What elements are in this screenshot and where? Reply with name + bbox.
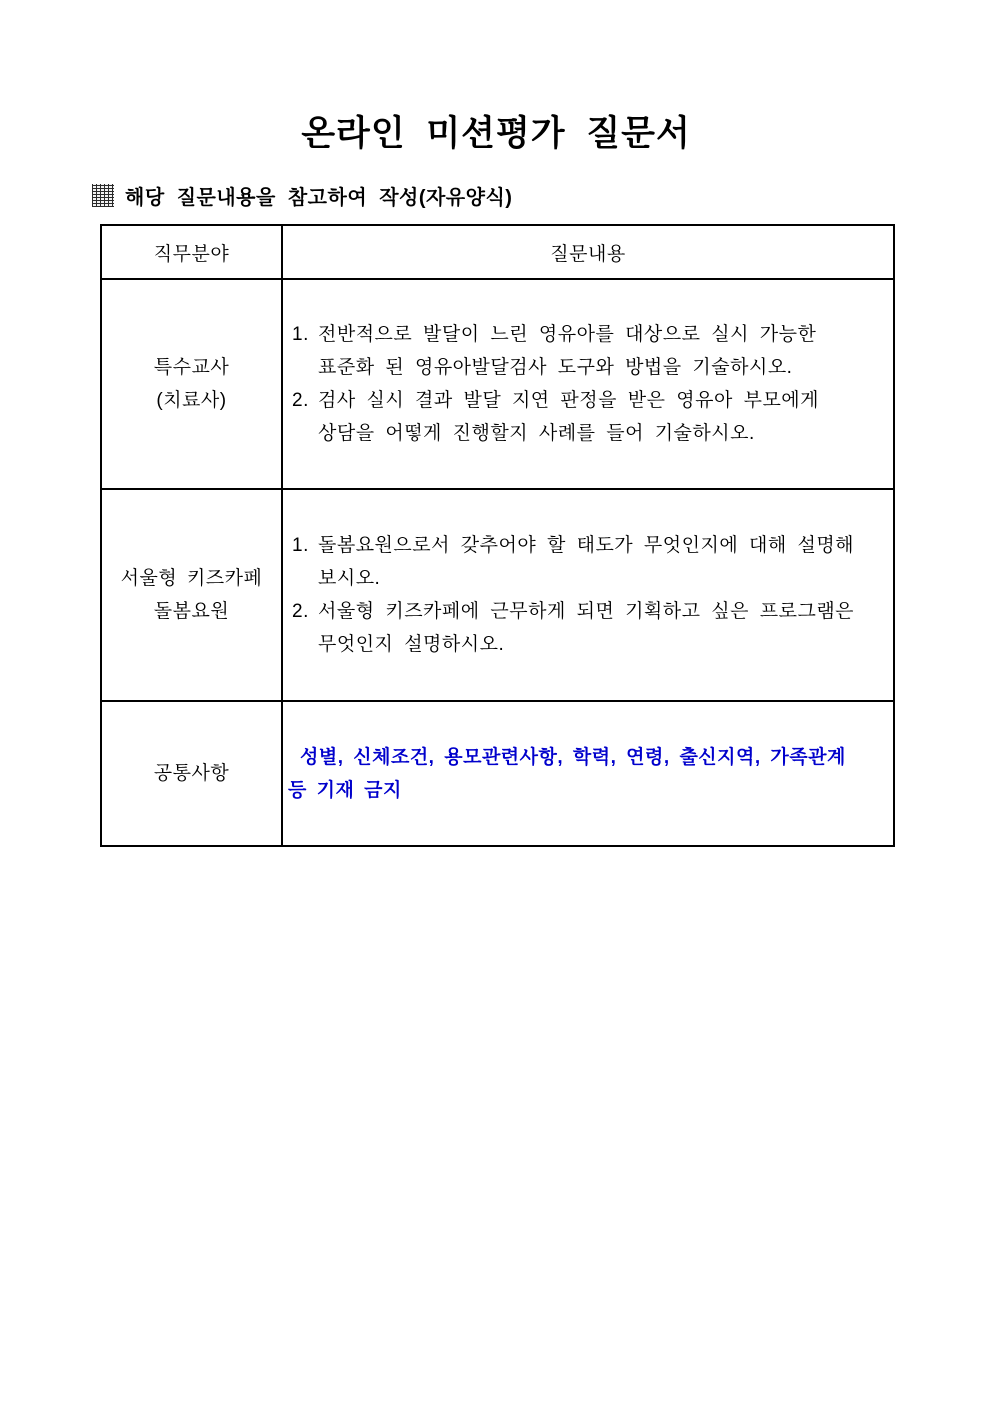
category-line: 특수교사 — [153, 357, 230, 378]
page-title: 온라인 미션평가 질문서 — [301, 114, 691, 153]
item-number-spacer — [292, 351, 318, 384]
item-text: 표준화 된 영유아발달검사 도구와 방법을 기술하시오. — [318, 357, 793, 378]
question-table — [100, 224, 895, 847]
category-line: (치료사) — [156, 390, 227, 411]
content-cell-note — [282, 701, 894, 846]
category-cell — [101, 279, 282, 489]
note-text-line: 성별, 신체조건, 용모관련사항, 학력, 연령, 출신지역, 가족관계 — [300, 746, 846, 768]
header-content: 질문내용 — [282, 225, 894, 279]
question-item-line — [292, 417, 889, 450]
table-row-kids-cafe — [101, 489, 894, 701]
item-number-spacer — [292, 417, 318, 450]
table-row-special-teacher — [101, 279, 894, 489]
item-number-spacer — [292, 628, 318, 661]
category-line: 돌봄요원 — [153, 601, 230, 622]
content-cell — [282, 279, 894, 489]
category-cell — [101, 489, 282, 701]
instruction-line — [92, 181, 512, 210]
category-cell — [101, 701, 282, 846]
instruction-text: 해당 질문내용을 참고하여 작성(자유양식) — [125, 187, 513, 209]
item-text: 전반적으로 발달이 느린 영유아를 대상으로 실시 가능한 — [318, 324, 817, 345]
crosshatch-square-icon — [92, 184, 114, 207]
header-category: 직무분야 — [101, 225, 282, 279]
table-header-row — [101, 225, 894, 279]
question-item-line — [292, 384, 889, 417]
item-number: 1. — [292, 324, 309, 345]
note-text-line: 등 기재 금지 — [288, 779, 402, 801]
category-line: 서울형 키즈카페 — [120, 568, 263, 589]
question-item-line — [292, 529, 889, 562]
item-number: 2. — [292, 601, 309, 622]
question-item-line — [292, 351, 889, 384]
item-text: 서울형 키즈카페에 근무하게 되면 기획하고 싶은 프로그램은 — [318, 601, 855, 622]
item-text: 상담을 어떻게 진행할지 사례를 들어 기술하시오. — [318, 423, 755, 444]
table-row-common — [101, 701, 894, 846]
item-number: 2. — [292, 390, 309, 411]
item-number-spacer — [292, 562, 318, 595]
question-item-line — [292, 562, 889, 595]
question-item-line — [292, 318, 889, 351]
item-text: 검사 실시 결과 발달 지연 판정을 받은 영유아 부모에게 — [318, 390, 820, 411]
content-cell — [282, 489, 894, 701]
item-text: 무엇인지 설명하시오. — [318, 634, 505, 655]
item-text: 보시오. — [318, 568, 381, 589]
item-text: 돌봄요원으로서 갖추어야 할 태도가 무엇인지에 대해 설명해 — [318, 535, 855, 556]
question-item-line — [292, 628, 889, 661]
category-line: 공통사항 — [153, 763, 230, 784]
item-number: 1. — [292, 535, 309, 556]
question-item-line — [292, 595, 889, 628]
